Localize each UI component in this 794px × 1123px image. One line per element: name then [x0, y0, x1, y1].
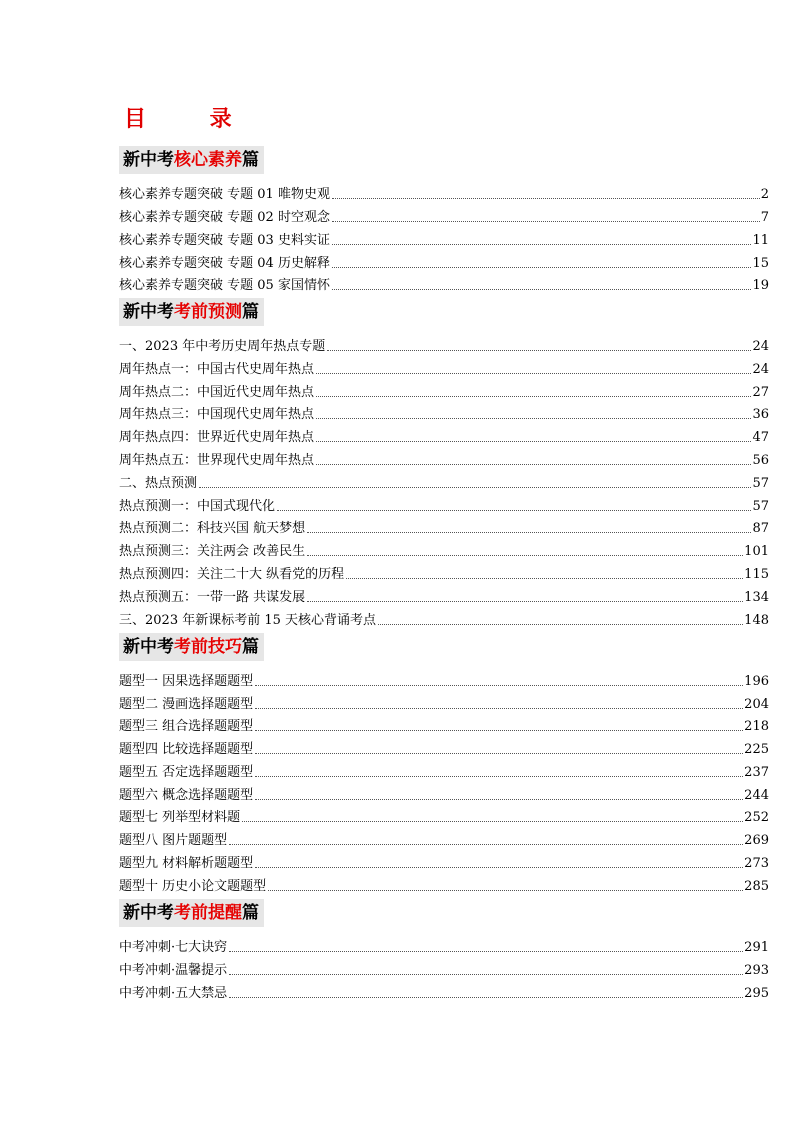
toc-entry-page: 291 — [744, 940, 769, 955]
toc-entry[interactable] — [119, 495, 769, 515]
toc-entry-page: 36 — [752, 407, 769, 422]
toc-entry-label: 核心素养专题突破 专题 04 历史解释 — [119, 256, 330, 271]
toc-entry-label: 题型八 图片题题型 — [119, 833, 228, 848]
toc-entry-label: 题型九 材料解析题题型 — [119, 856, 254, 871]
dot-leader — [255, 684, 743, 686]
dot-leader — [332, 288, 752, 290]
toc-entry-label: 中考冲刺·五大禁忌 — [119, 986, 228, 1001]
toc-entry-label: 三、2023 年新课标考前 15 天核心背诵考点 — [119, 613, 377, 628]
toc-entry-page: 24 — [752, 339, 769, 354]
toc-entry[interactable] — [119, 563, 769, 583]
toc-entry-label: 热点预测三：关注两会 改善民生 — [119, 544, 306, 559]
toc-entry-page: 24 — [752, 362, 769, 377]
section-header-suffix: 篇 — [242, 150, 259, 170]
toc-entry[interactable] — [119, 761, 769, 781]
section-header-suffix: 篇 — [242, 903, 259, 923]
toc-entry[interactable] — [119, 472, 769, 492]
section-header-prefix: 新中考 — [123, 903, 174, 923]
dot-leader — [316, 395, 751, 397]
toc-entry-page: 225 — [744, 742, 769, 757]
toc-entry-label: 核心素养专题突破 专题 05 家国情怀 — [119, 278, 330, 293]
toc-entry[interactable] — [119, 829, 769, 849]
toc-entry[interactable] — [119, 959, 769, 979]
toc-entry[interactable] — [119, 670, 769, 690]
toc-entry-page: 2 — [760, 187, 769, 202]
toc-entry[interactable] — [119, 693, 769, 713]
toc-entry[interactable] — [119, 806, 769, 826]
section-header-prefix: 新中考 — [123, 637, 174, 657]
dot-leader — [332, 197, 760, 199]
toc-entry[interactable] — [119, 609, 769, 629]
dot-leader — [346, 577, 743, 579]
toc-entry[interactable] — [119, 335, 769, 355]
dot-leader — [255, 775, 743, 777]
dot-leader — [255, 798, 743, 800]
toc-entry-page: 47 — [752, 430, 769, 445]
toc-entry[interactable] — [119, 936, 769, 956]
toc-entry-label: 题型七 列举型材料题 — [119, 810, 241, 825]
toc-entry-page: 101 — [744, 544, 769, 559]
toc-entry-page: 57 — [752, 476, 769, 491]
toc-entry-page: 196 — [744, 674, 769, 689]
toc-entry-label: 中考冲刺·温馨提示 — [119, 963, 228, 978]
section-header-suffix: 篇 — [242, 637, 259, 657]
toc-entry-label: 周年热点二：中国近代史周年热点 — [119, 385, 315, 400]
toc-entry-label: 题型四 比较选择题题型 — [119, 742, 254, 757]
toc-entry-page: 218 — [744, 719, 769, 734]
section-header-highlight: 考前提醒 — [174, 903, 242, 923]
toc-entry-label: 核心素养专题突破 专题 02 时空观念 — [119, 210, 330, 225]
toc-entry-page: 87 — [752, 521, 769, 536]
toc-entry[interactable] — [119, 206, 769, 226]
toc-entry-page: 285 — [744, 879, 769, 894]
toc-entry-page: 293 — [744, 963, 769, 978]
section-header-exam-techniques — [119, 633, 264, 661]
toc-entry-label: 周年热点五：世界现代史周年热点 — [119, 453, 315, 468]
toc-entry-label: 题型五 否定选择题题型 — [119, 765, 254, 780]
toc-entry[interactable] — [119, 784, 769, 804]
toc-entry-page: 273 — [744, 856, 769, 871]
dot-leader — [199, 486, 751, 488]
toc-entry-page: 134 — [744, 590, 769, 605]
toc-entry-page: 57 — [752, 499, 769, 514]
toc-entry[interactable] — [119, 540, 769, 560]
toc-entry-label: 二、热点预测 — [119, 476, 198, 491]
toc-entry-label: 核心素养专题突破 专题 01 唯物史观 — [119, 187, 330, 202]
dot-leader — [229, 843, 743, 845]
toc-entry[interactable] — [119, 738, 769, 758]
dot-leader — [316, 463, 751, 465]
toc-entry-label: 核心素养专题突破 专题 03 史料实证 — [119, 233, 330, 248]
dot-leader — [327, 349, 751, 351]
section-header-highlight: 核心素养 — [174, 150, 242, 170]
toc-entry[interactable] — [119, 449, 769, 469]
toc-entry[interactable] — [119, 229, 769, 249]
toc-entry[interactable] — [119, 381, 769, 401]
section-header-prefix: 新中考 — [123, 302, 174, 322]
toc-entry-page: 244 — [744, 788, 769, 803]
toc-entry-page: 295 — [744, 986, 769, 1001]
toc-entry-label: 热点预测一：中国式现代化 — [119, 499, 276, 514]
toc-entry-page: 252 — [744, 810, 769, 825]
dot-leader — [229, 950, 743, 952]
toc-entry[interactable] — [119, 426, 769, 446]
section-header-suffix: 篇 — [242, 302, 259, 322]
toc-entry[interactable] — [119, 715, 769, 735]
toc-entry-page: 19 — [752, 278, 769, 293]
toc-entry[interactable] — [119, 183, 769, 203]
toc-entry-page: 7 — [760, 210, 769, 225]
toc-entry-page: 204 — [744, 697, 769, 712]
dot-leader — [229, 996, 743, 998]
dot-leader — [316, 372, 751, 374]
section-header-exam-prediction — [119, 298, 264, 326]
dot-leader — [332, 220, 760, 222]
dot-leader — [255, 729, 743, 731]
toc-entry-label: 一、2023 年中考历史周年热点专题 — [119, 339, 326, 354]
toc-entry-label: 题型三 组合选择题题型 — [119, 719, 254, 734]
toc-entry[interactable] — [119, 586, 769, 606]
toc-entry-page: 237 — [744, 765, 769, 780]
dot-leader — [255, 752, 743, 754]
toc-entry-label: 题型一 因果选择题题型 — [119, 674, 254, 689]
dot-leader — [316, 440, 751, 442]
dot-leader — [378, 623, 743, 625]
toc-entry-page: 56 — [752, 453, 769, 468]
toc-entry-label: 题型二 漫画选择题题型 — [119, 697, 254, 712]
dot-leader — [332, 243, 752, 245]
toc-entry-label: 题型六 概念选择题题型 — [119, 788, 254, 803]
section-header-core-literacy — [119, 146, 264, 174]
toc-entry-label: 周年热点一：中国古代史周年热点 — [119, 362, 315, 377]
toc-entry[interactable] — [119, 358, 769, 378]
dot-leader — [255, 707, 743, 709]
dot-leader — [332, 266, 752, 268]
page-title: 目 录 — [124, 107, 260, 132]
toc-entry-label: 热点预测二：科技兴国 航天梦想 — [119, 521, 306, 536]
dot-leader — [229, 973, 743, 975]
dot-leader — [277, 509, 751, 511]
dot-leader — [242, 820, 743, 822]
section-header-prefix: 新中考 — [123, 150, 174, 170]
toc-entry-page: 15 — [752, 256, 769, 271]
toc-entry[interactable] — [119, 517, 769, 537]
toc-entry-page: 115 — [744, 567, 769, 582]
section-header-exam-reminders — [119, 899, 264, 927]
dot-leader — [316, 417, 751, 419]
toc-entry[interactable] — [119, 274, 769, 294]
toc-entry[interactable] — [119, 403, 769, 423]
toc-entry-label: 热点预测四：关注二十大 纵看党的历程 — [119, 567, 345, 582]
toc-entry-label: 热点预测五：一带一路 共谋发展 — [119, 590, 306, 605]
dot-leader — [255, 866, 743, 868]
toc-entry-page: 148 — [744, 613, 769, 628]
section-header-highlight: 考前技巧 — [174, 637, 242, 657]
dot-leader — [268, 889, 743, 891]
toc-entry-label: 中考冲刺·七大诀窍 — [119, 940, 228, 955]
toc-entry-label: 周年热点三：中国现代史周年热点 — [119, 407, 315, 422]
toc-entry-page: 269 — [744, 833, 769, 848]
toc-entry-page: 27 — [752, 385, 769, 400]
toc-entry-label: 题型十 历史小论文题题型 — [119, 879, 267, 894]
toc-entry[interactable] — [119, 875, 769, 895]
section-header-highlight: 考前预测 — [174, 302, 242, 322]
toc-entry[interactable] — [119, 252, 769, 272]
toc-entry-page: 11 — [752, 233, 769, 248]
dot-leader — [307, 531, 751, 533]
toc-entry-label: 周年热点四：世界近代史周年热点 — [119, 430, 315, 445]
toc-entry[interactable] — [119, 982, 769, 1002]
toc-entry[interactable] — [119, 852, 769, 872]
dot-leader — [307, 554, 743, 556]
dot-leader — [307, 600, 743, 602]
